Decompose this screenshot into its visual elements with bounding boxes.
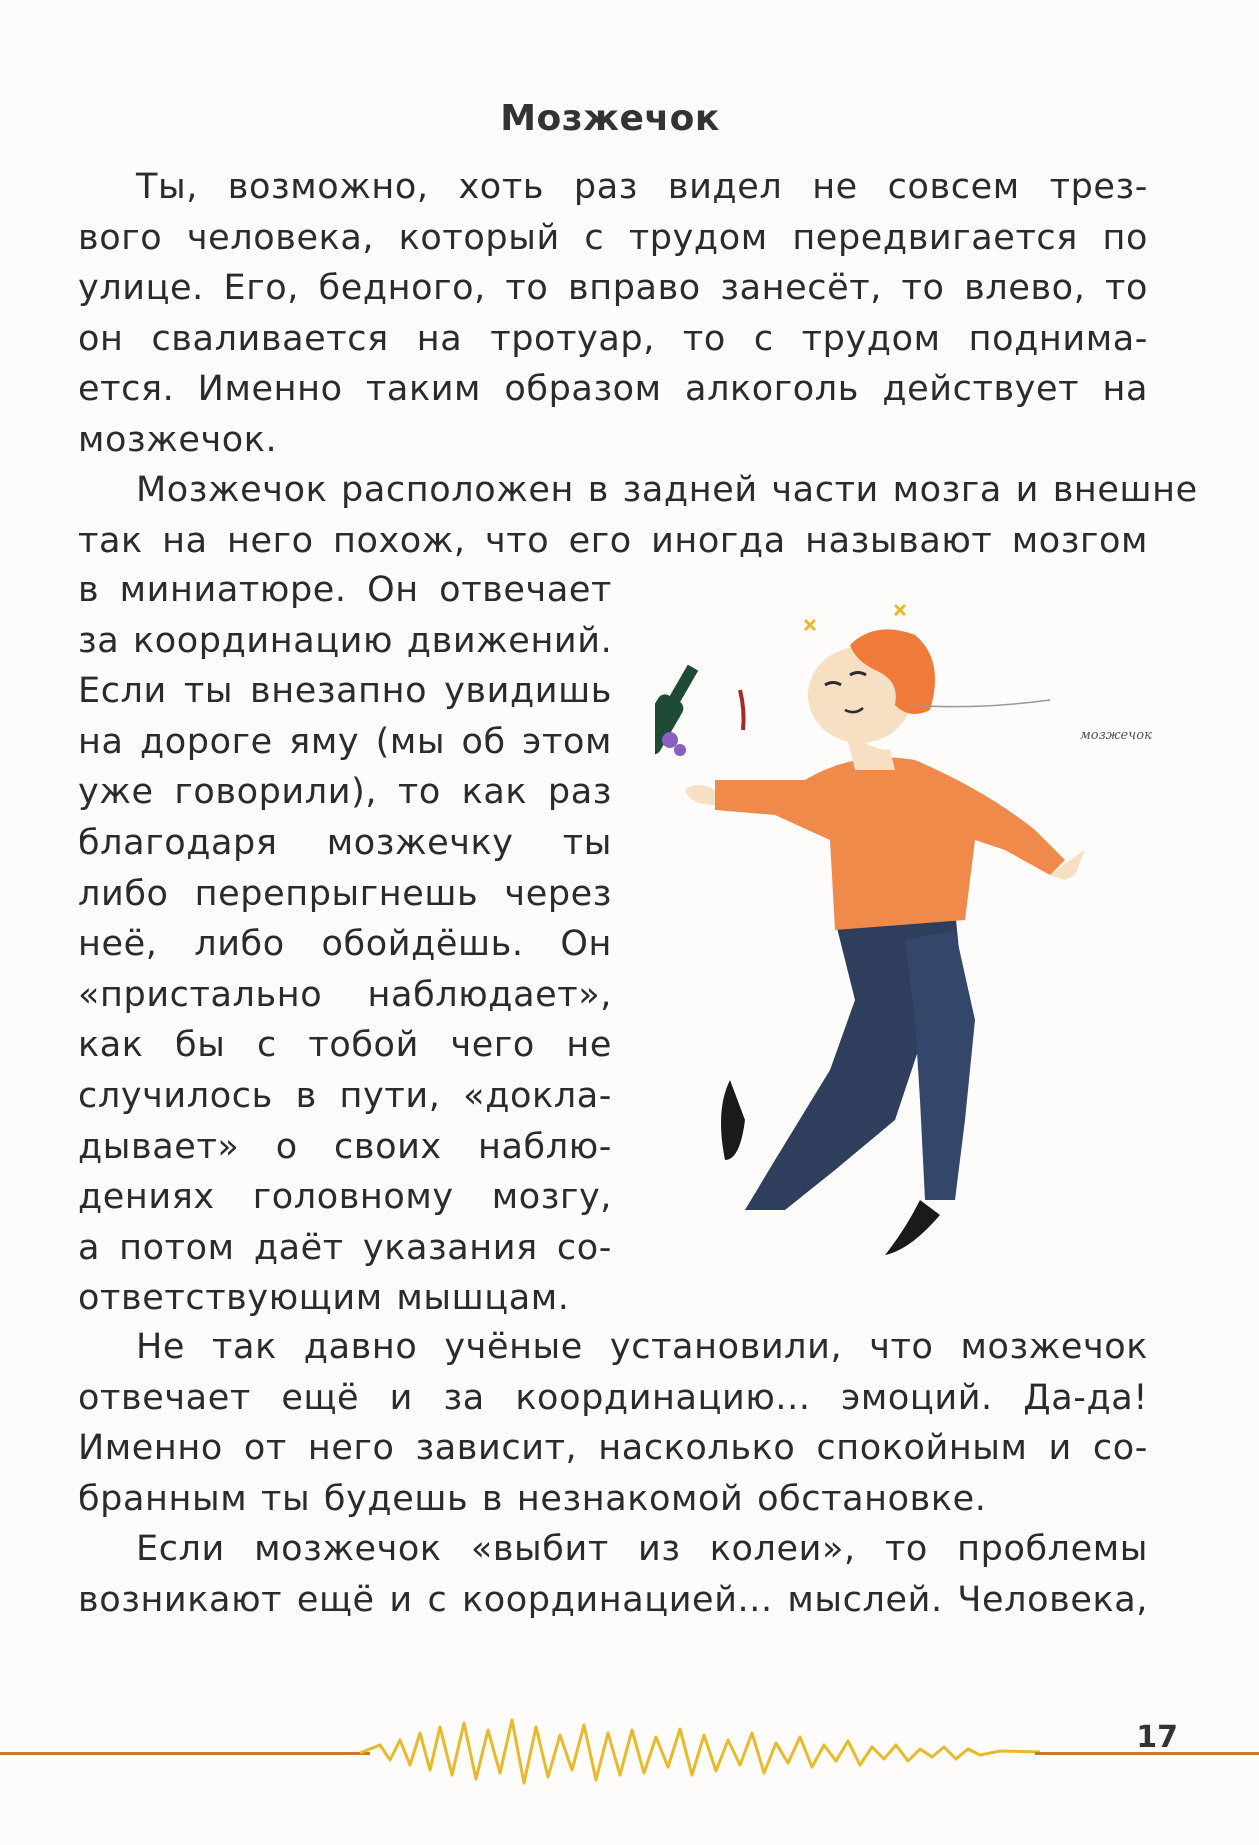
paragraph-2-full [78,465,1198,566]
paragraph-1 [78,162,1148,466]
text-line: Именно от него зависит, насколько спокойным и со- [78,1428,1148,1469]
drunk-man-illustration [655,600,1215,1260]
text-line: ется. Именно таким образом алкоголь действует на [78,369,1148,410]
text-line: улице. Его, бедного, то вправо занесёт, то влево, то [78,268,1148,309]
paragraph-3 [78,1322,1148,1524]
paragraph-2-narrow [78,565,612,1324]
text-line: как бы с тобой чего не [78,1025,612,1066]
text-line: ответствующим мышцам. [78,1278,570,1319]
text-line: а потом даёт указания со- [78,1227,612,1268]
brainwave-decoration [360,1715,1040,1805]
text-line: Не так давно учёные установили, что мозжечок [136,1327,1148,1367]
text-line: Мозжечок расположен в задней части мозга и внешне [136,470,1198,510]
cerebellum-label: мозжечок [1080,728,1152,743]
text-line: в миниатюре. Он отвечает [78,570,612,610]
text-line: мозжечок. [78,419,278,460]
text-line: уже говорили), то как раз [78,772,612,813]
text-line: так на него похож, что его иногда называют мозгом [78,520,1148,561]
text-line: возникают ещё и с координацией... мыслей. Человека, [78,1579,1148,1620]
bottle-icon [655,665,698,758]
text-line: Если мозжечок «выбит из колеи», то проблемы [136,1529,1148,1569]
page-title: Мозжечок [500,98,720,139]
text-line: дениях головному мозгу, [78,1177,612,1218]
text-line: благодаря мозжечку ты [78,822,612,863]
text-line: вого человека, который с трудом передвигается по [78,217,1148,258]
text-line: отвечает ещё и за координацию... эмоций. Да-да! [78,1377,1148,1418]
text-line: он сваливается на тротуар, то с трудом поднима- [78,318,1148,359]
text-line: «пристально наблюдает», [78,974,612,1015]
page-number: 17 [1136,1720,1178,1755]
shoe-left [721,1080,745,1160]
text-line: бранным ты будешь в незнакомой обстановке. [78,1478,987,1519]
text-line: случилось в пути, «доклa- [78,1075,612,1116]
paragraph-4 [78,1524,1148,1625]
text-line: Ты, возможно, хоть раз видел не совсем трез- [136,167,1148,207]
footer-rule-left [0,1752,370,1755]
text-line: на дороге яму (мы об этом [78,721,612,762]
text-line: дывает» о своих наблю- [78,1126,612,1167]
text-line: Если ты внезапно увидишь [78,671,612,712]
text-line: либо перепрыгнешь через [78,873,612,914]
shoe-right [885,1200,940,1255]
text-line: за координацию движений. [78,620,613,661]
sweater [715,758,1065,931]
text-line: неё, либо обойдёшь. Он [78,924,612,965]
